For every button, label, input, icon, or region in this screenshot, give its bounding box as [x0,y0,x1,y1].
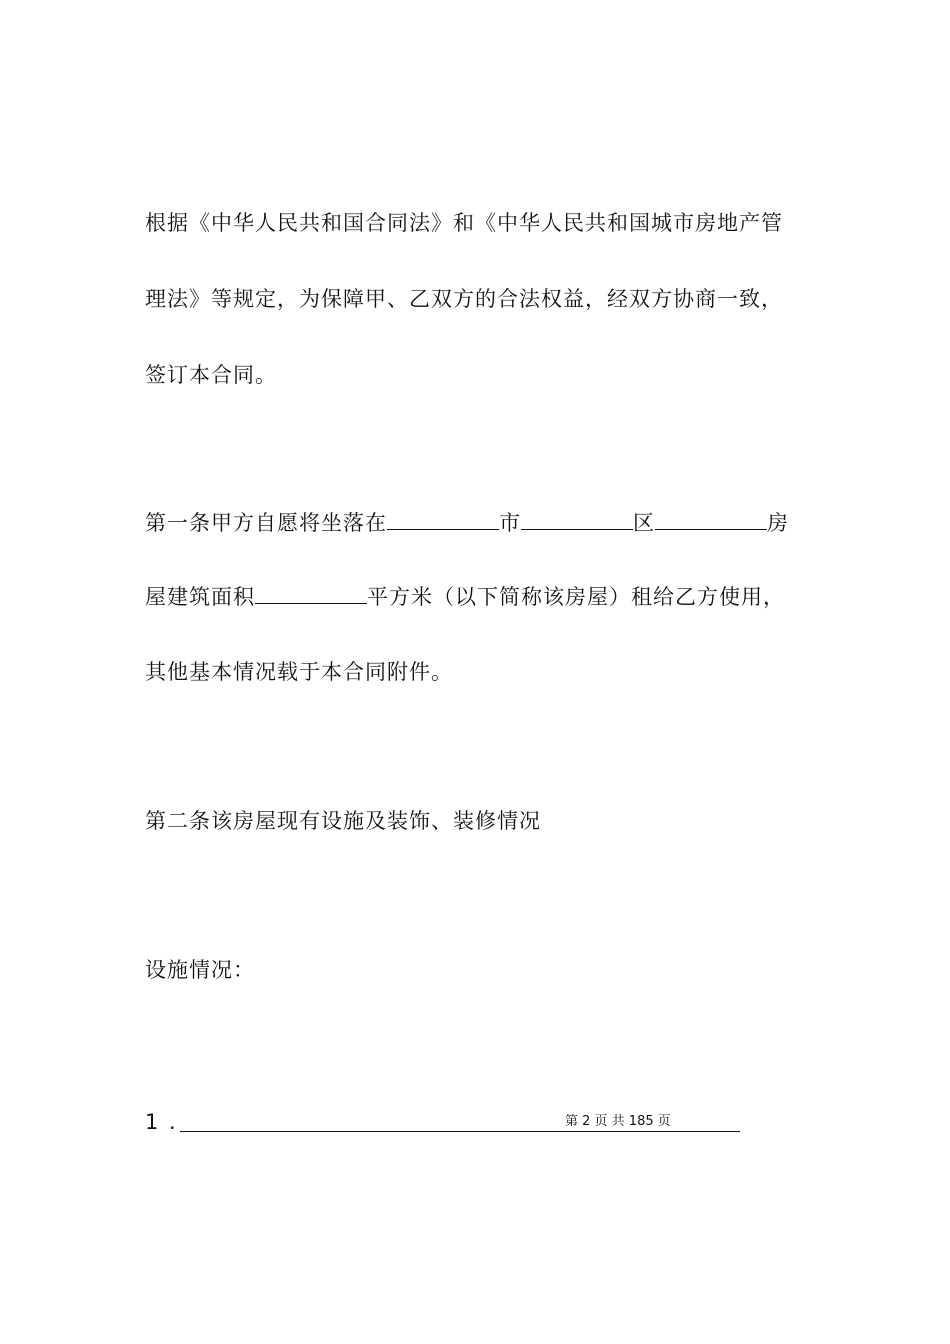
city-label: 市 [499,511,521,535]
preamble-line-2: 理法》等规定，为保障甲、乙双方的合法权益，经双方协商一致， [145,287,783,311]
article-1-line-3: 其他基本情况载于本合同附件。 [145,660,453,684]
preamble-line-3: 签订本合同。 [145,363,277,387]
item-1-blank-line [180,1131,740,1132]
area-blank [255,583,367,604]
article-1-line-1-end: 房 [767,511,789,535]
page-number: 第 2 页 共 185 页 [565,1114,671,1129]
article-2-heading: 第二条该房屋现有设施及装饰、装修情况 [145,809,541,833]
article-1-location-text: 第一条甲方自愿将坐落在 [145,511,387,535]
preamble-line-1: 根据《中华人民共和国合同法》和《中华人民共和国城市房地产管 [145,211,783,235]
area-text: 屋建筑面积 [145,585,255,609]
city-blank [387,509,499,530]
district-blank [521,509,633,530]
area-unit-text: 平方米（以下简称该房屋）租给乙方使用， [367,585,785,609]
district-label: 区 [633,511,655,535]
facilities-label: 设施情况： [145,958,255,982]
item-1-number: 1 . [145,1110,178,1134]
address-blank [655,509,767,530]
article-1-line-2 [145,583,785,611]
article-1-line-1 [145,509,789,537]
facility-item-1 [145,1108,745,1136]
